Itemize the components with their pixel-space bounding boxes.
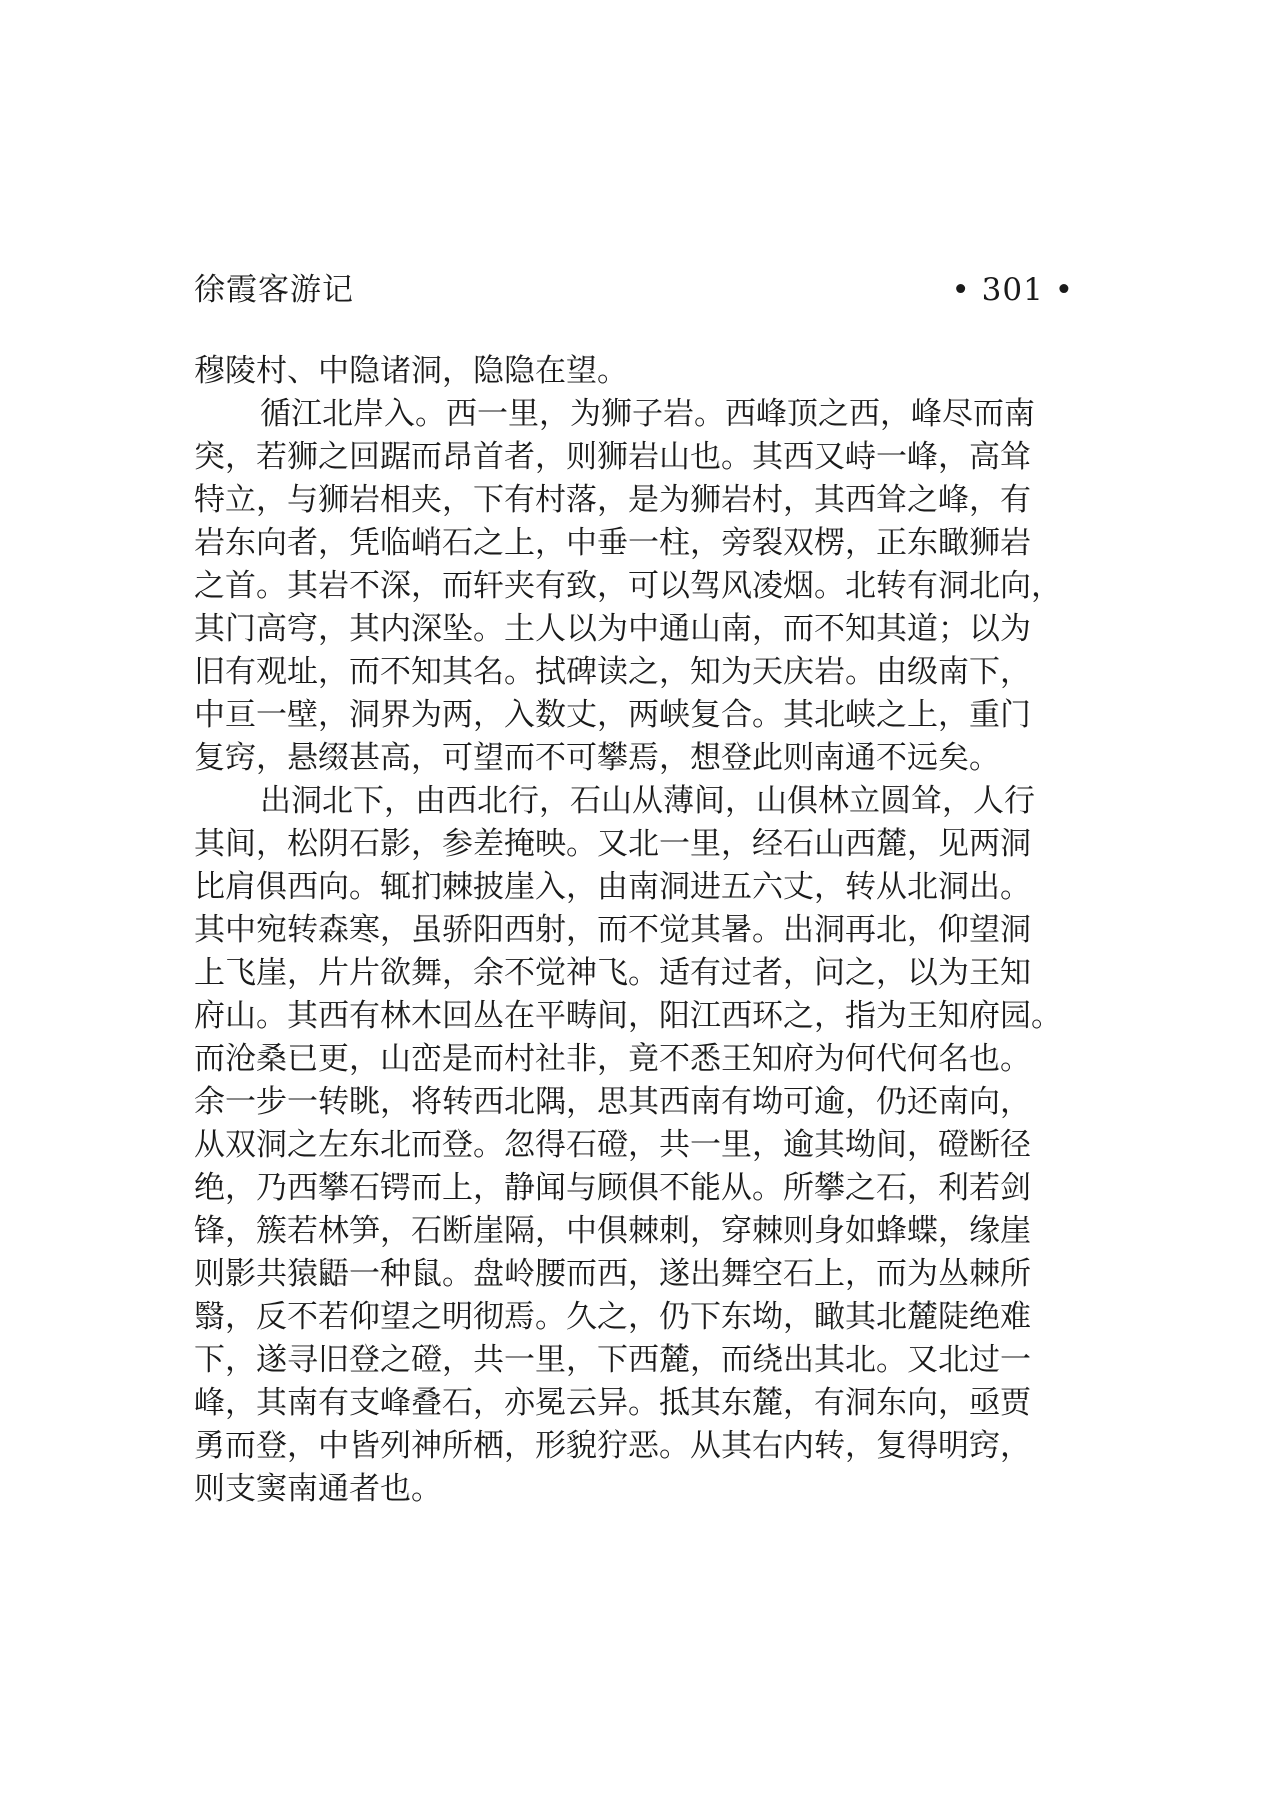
text-line: 上飞崖，片片欲舞，余不觉神飞。适有过者，问之，以为王知: [194, 955, 1031, 991]
text-line: 府山。其西有林木回丛在平畴间，阳江西环之，指为王知府园。: [194, 998, 1062, 1034]
text-line: 勇而登，中皆列神所栖，形貌狞恶。从其右内转，复得明窍，: [194, 1428, 1031, 1464]
text-line: 其中宛转森寒，虽骄阳西射，而不觉其暑。出洞再北，仰望洞: [194, 912, 1031, 948]
text-line: 岩东向者，凭临峭石之上，中垂一柱，旁裂双楞，正东瞰狮岩: [194, 525, 1031, 561]
text-line: 出洞北下，由西北行，石山从薄间，山俱林立圆耸，人行: [260, 783, 1035, 819]
text-line: 其间，松阴石影，参差掩映。又北一里，经石山西麓，见两洞: [194, 826, 1031, 862]
text-line: 则支窦南通者也。: [194, 1471, 442, 1507]
text-line: 从双洞之左东北而登。忽得石磴，共一里，逾其坳间，磴断径: [194, 1127, 1031, 1163]
book-title: 徐霞客游记: [194, 272, 354, 308]
text-line: 循江北岸入。西一里，为狮子岩。西峰顶之西，峰尽而南: [260, 396, 1035, 432]
text-line: 比肩俱西向。辄扪棘披崖入，由南洞进五六丈，转从北洞出。: [194, 869, 1031, 905]
text-line: 锋，簇若林笋，石断崖隔，中俱棘刺，穿棘则身如蜂蝶，缘崖: [194, 1213, 1031, 1249]
text-line: 而沧桑已更，山峦是而村社非，竟不悉王知府为何代何名也。: [194, 1041, 1031, 1077]
body-text: [194, 350, 1124, 1511]
text-line: 突，若狮之回踞而昂首者，则狮岩山也。其西又峙一峰，高耸: [194, 439, 1031, 475]
text-line: 其门高穹，其内深坠。土人以为中通山南，而不知其道；以为: [194, 611, 1031, 647]
text-line: 余一步一转眺，将转西北隅，思其西南有坳可逾，仍还南向，: [194, 1084, 1031, 1120]
text-line: 之首。其岩不深，而轩夹有致，可以驾风凌烟。北转有洞北向，: [194, 568, 1062, 604]
text-line: 下，遂寻旧登之磴，共一里，下西麓，而绕出其北。又北过一: [194, 1342, 1031, 1378]
text-line: 则影共猿鼯一种鼠。盘岭腰而西，遂出舞空石上，而为丛棘所: [194, 1256, 1031, 1292]
text-line: 特立，与狮岩相夹，下有村落，是为狮岩村，其西耸之峰，有: [194, 482, 1031, 518]
text-line: 翳，反不若仰望之明彻焉。久之，仍下东坳，瞰其北麓陡绝难: [194, 1299, 1031, 1335]
text-line: 穆陵村、中隐诸洞，隐隐在望。: [194, 353, 628, 389]
running-header: [194, 268, 1084, 312]
text-line: 旧有观址，而不知其名。拭碑读之，知为天庆岩。由级南下，: [194, 654, 1031, 690]
text-line: 复窍，悬缀甚高，可望而不可攀焉，想登此则南通不远矣。: [194, 740, 1000, 776]
text-line: 峰，其南有支峰叠石，亦冕云异。抵其东麓，有洞东向，亟贾: [194, 1385, 1031, 1421]
page-number: • 301 •: [951, 272, 1074, 308]
text-line: 中亘一壁，洞界为两，入数丈，两峡复合。其北峡之上，重门: [194, 697, 1031, 733]
text-line: 绝，乃西攀石锷而上，静闻与顾俱不能从。所攀之石，利若剑: [194, 1170, 1031, 1206]
